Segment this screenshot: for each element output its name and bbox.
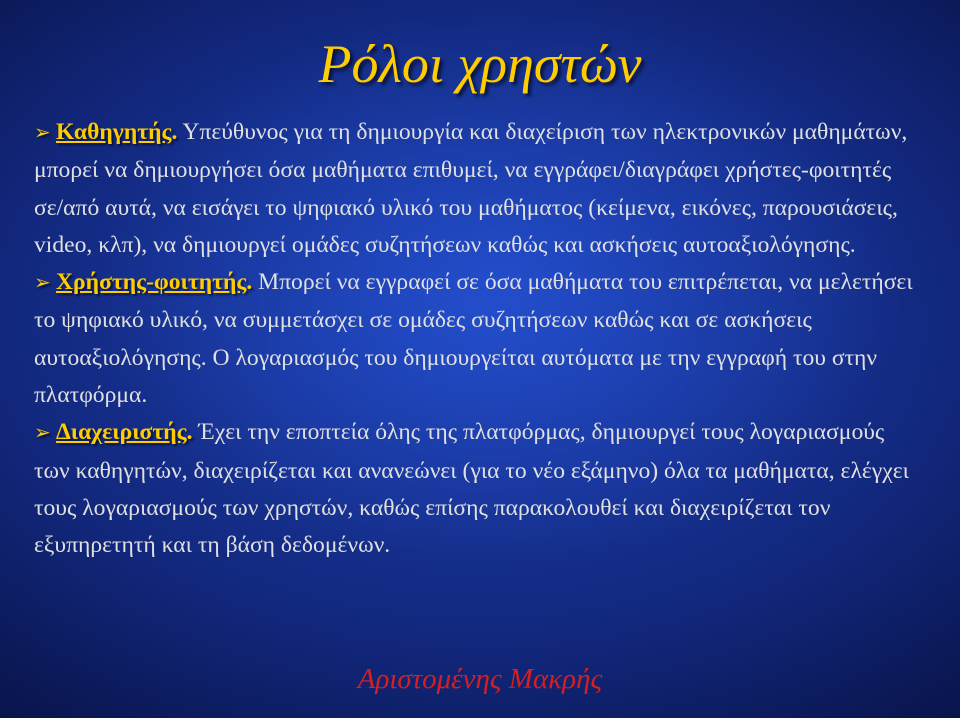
- role-item-administrator: [34, 414, 924, 564]
- slide-title: Ρόλοι χρηστών: [318, 34, 642, 94]
- arrow-bullet-icon: ➢: [34, 122, 51, 144]
- role-term: Καθηγητής: [56, 119, 172, 145]
- role-item-student: [34, 264, 924, 414]
- role-description: Υπεύθυνος για τη δημιουργία και διαχείριση των ηλεκτρονικών μαθημάτων, μπορεί να δημιουργήσει όσα μαθήματα επιθυμεί, να εγγράφει/διαγράφει χρήστες-φοιτητές σε/από αυτά, να εισάγει το ψηφιακό υλικό του μαθήματος (κείμενα, εικόνες, παρουσιάσεις, video, κλπ), να δημιουργεί ομάδες συζητήσεων καθώς και ασκήσεις αυτοαξιολόγησης.: [34, 119, 908, 258]
- role-term-separator: .: [246, 269, 253, 296]
- role-term: Χρήστης-φοιτητής: [56, 269, 247, 296]
- role-term: Διαχειριστής: [56, 419, 187, 446]
- arrow-bullet-icon: ➢: [34, 422, 51, 445]
- arrow-bullet-icon: ➢: [34, 272, 51, 295]
- role-term-separator: .: [171, 119, 178, 145]
- roles-list: [34, 114, 924, 565]
- author-footer: Αριστομένης Μακρής: [357, 663, 603, 695]
- role-description: Μπορεί να εγγραφεί σε όσα μαθήματα του επιτρέπεται, να μελετήσει το ψηφιακό υλικό, να συμμετάσχει σε ομάδες συζητήσεων καθώς και σε ασκήσεις αυτοαξιολόγησης. Ο λογαριασμός του δημιουργείται αυτόματα με την εγγραφή του στην πλατφόρμα.: [34, 269, 913, 409]
- role-item-teacher: [34, 114, 924, 264]
- role-description: Έχει την εποπτεία όλης της πλατφόρμας, δημιουργεί τους λογαριασμούς των καθηγητών, διαχειρίζεται και ανανεώνει (για το νέο εξάμηνο) όλα τα μαθήματα, ελέγχει τους λογαριασμούς των χρηστών, καθώς επίσης παρακολουθεί και διαχειρίζεται τον εξυπηρετητή και τη βάση δεδομένων.: [34, 419, 909, 559]
- role-term-separator: .: [186, 419, 193, 446]
